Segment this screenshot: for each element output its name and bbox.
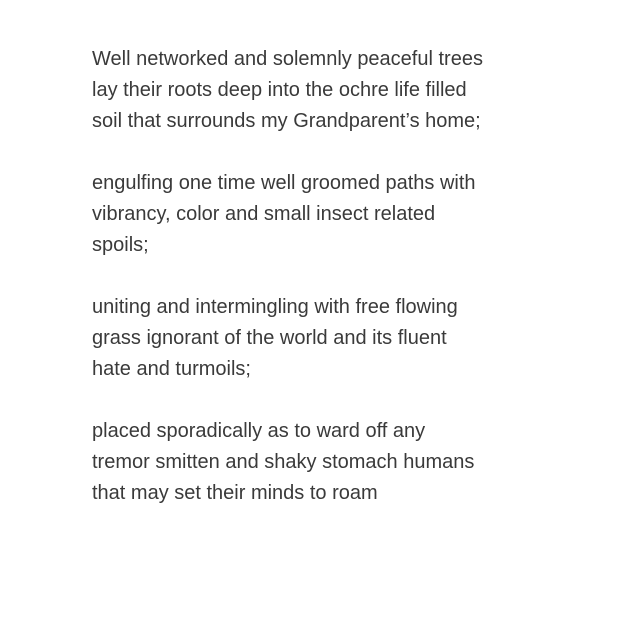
stanza-line: hate and turmoils; (92, 358, 251, 380)
stanza-line: tremor smitten and shaky stomach humans (92, 451, 475, 473)
stanza-line: engulfing one time well groomed paths with (92, 172, 476, 194)
stanza-4 (92, 416, 612, 509)
stanza-line: uniting and intermingling with free flowing (92, 296, 458, 318)
stanza-2 (92, 168, 612, 261)
stanza-line: grass ignorant of the world and its fluent (92, 327, 447, 349)
note-body[interactable] (92, 44, 612, 540)
stanza-line: lay their roots deep into the ochre life filled (92, 79, 467, 101)
stanza-line: soil that surrounds my Grandparent’s home; (92, 110, 481, 132)
stanza-line: placed sporadically as to ward off any (92, 420, 426, 442)
stanza-line: Well networked and solemnly peaceful trees (92, 48, 483, 70)
stanza-line: spoils; (92, 234, 149, 256)
stanza-line: that may set their minds to roam (92, 482, 378, 504)
stanza-3 (92, 292, 612, 385)
stanza-line: vibrancy, color and small insect related (92, 203, 436, 225)
stanza-1 (92, 44, 612, 137)
